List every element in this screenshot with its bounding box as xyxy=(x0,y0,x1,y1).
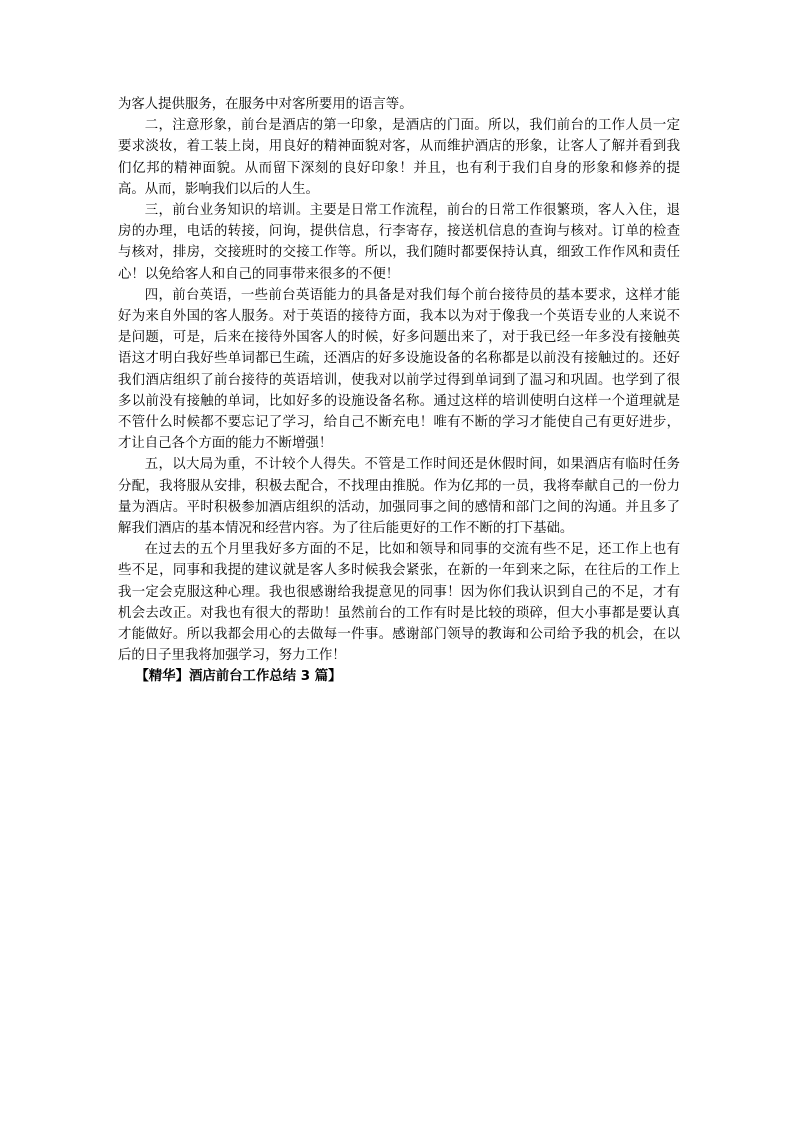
paragraph-english: 四，前台英语，一些前台英语能力的具备是对我们每个前台接待员的基本要求，这样才能好为来自外国的客人服务。对于英语的接待方面，我本以为对于像我一个英语专业的人来说不是问题，可是，后来在接待外国客人的时候，好多问题出来了，对于我已经一年多没有接触英语这才明白我好些单词都已生疏，还酒店的好多设施设备的名称都是以前没有接触过的。还好我们酒店组织了前台接待的英语培训，使我对以前学过得到单词到了温习和巩固。也学到了很多以前没有接触的单词，比如好多的设施设备名称。通过这样的培训使明白这样一个道理就是不管什么时候都不要忘记了学习，给自己不断充电！唯有不断的学习才能使自己有更好进步，才让自己各个方面的能力不断增强！ xyxy=(118,287,680,452)
paragraph-conclusion: 在过去的五个月里我好多方面的不足，比如和领导和同事的交流有些不足，还工作上也有些不足，同事和我提的建议就是客人多时候我会紧张，在新的一年到来之际，在往后的工作上我一定会克服这种心理。我也很感谢给我提意见的同事！因为你们我认识到自己的不足，才有机会去改正。对我也有很大的帮助！虽然前台的工作有时是比较的琐碎，但大小事都是要认真才能做好。所以我都会用心的去做每一件事。感谢部门领导的教诲和公司给予我的机会，在以后的日子里我将加强学习，努力工作！ xyxy=(118,542,680,664)
paragraph-business-training: 三，前台业务知识的培训。主要是日常工作流程，前台的日常工作很繁琐，客人入住，退房的办理，电话的转接，问询，提供信息，行李寄存，接送机信息的查询与核对。订单的检查与核对，排房，交接班时的交接工作等。所以，我们随时都要保持认真，细致工作作风和责任心！以免给客人和自己的同事带来很多的不便！ xyxy=(118,203,680,282)
document-page xyxy=(118,94,680,688)
paragraph-appearance: 二，注意形象，前台是酒店的第一印象，是酒店的门面。所以，我们前台的工作人员一定要求淡妆，着工装上岗，用良好的精神面貌对客，从而维护酒店的形象，让客人了解并看到我们亿邦的精神面貌。从而留下深刻的良好印象！并且，也有利于我们自身的形象和修养的提高。从而，影响我们以后的人生。 xyxy=(118,118,680,197)
section-heading: 【精华】酒店前台工作总结 3 篇】 xyxy=(135,669,342,685)
paragraph-teamwork: 五，以大局为重，不计较个人得失。不管是工作时间还是休假时间，如果酒店有临时任务分配，我将服从安排，积极去配合，不找理由推脱。作为亿邦的一员，我将奉献自己的一份力量为酒店。平时积极参加酒店组织的活动，加强同事之间的感情和部门之间的沟通。并且多了解我们酒店的基本情况和经营内容。为了往后能更好的工作不断的打下基础。 xyxy=(118,457,680,537)
paragraph-continued: 为客人提供服务，在服务中对客所要用的语言等。 xyxy=(118,97,413,112)
